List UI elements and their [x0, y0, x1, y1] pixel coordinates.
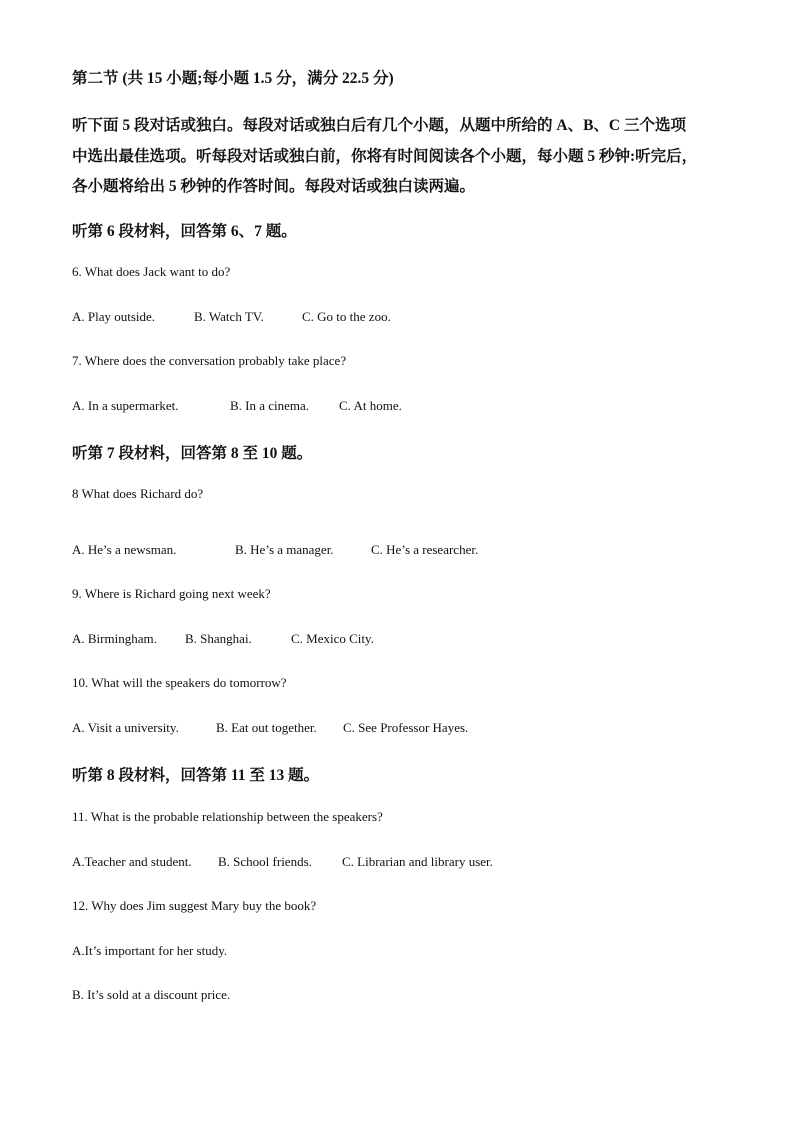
option-8-c[interactable]: C. He’s a researcher. [371, 542, 479, 557]
option-7-b[interactable]: B. In a cinema. [230, 398, 310, 413]
question-11: 11. What is the probable relationship between the speakers? [72, 809, 383, 824]
option-10-b[interactable]: B. Eat out together. [216, 720, 317, 735]
option-6-c[interactable]: C. Go to the zoo. [302, 309, 391, 324]
group-heading-6: 听第 6 段材料，回答第 6、7 题。 [72, 223, 297, 240]
options-row-8 [72, 542, 722, 560]
option-9-c[interactable]: C. Mexico City. [291, 631, 374, 646]
options-row-7 [72, 398, 722, 416]
question-10: 10. What will the speakers do tomorrow? [72, 675, 287, 690]
option-12-a[interactable]: A.It’s important for her study. [72, 943, 228, 958]
options-row-11 [72, 854, 722, 872]
option-10-c[interactable]: C. See Professor Hayes. [343, 720, 469, 735]
option-7-c[interactable]: C. At home. [339, 398, 402, 413]
question-9: 9. Where is Richard going next week? [72, 586, 271, 601]
option-11-b[interactable]: B. School friends. [218, 854, 312, 869]
options-row-10 [72, 720, 722, 738]
option-8-a[interactable]: A. He’s a newsman. [72, 542, 177, 557]
group-heading-8: 听第 8 段材料，回答第 11 至 13 题。 [72, 767, 320, 784]
option-6-b[interactable]: B. Watch TV. [194, 309, 264, 324]
group-heading-7: 听第 7 段材料，回答第 8 至 10 题。 [72, 445, 313, 462]
option-11-a[interactable]: A.Teacher and student. [72, 854, 192, 869]
instructions-line-2: 中选出最佳选项。听每段对话或独白前，你将有时间阅读各个小题，每小题 5 秒钟:听完后， [72, 148, 698, 165]
option-7-a[interactable]: A. In a supermarket. [72, 398, 179, 413]
instructions-line-3: 各小题将给出 5 秒钟的作答时间。每段对话或独白读两遍。 [72, 178, 476, 195]
options-row-9 [72, 631, 722, 649]
instructions-line-1: 听下面 5 段对话或独白。每段对话或独白后有几个小题，从题中所给的 A、B、C 三个选项 [72, 117, 686, 134]
options-row-6 [72, 309, 722, 327]
option-9-b[interactable]: B. Shanghai. [185, 631, 252, 646]
question-8: 8 What does Richard do? [72, 486, 204, 501]
option-10-a[interactable]: A. Visit a university. [72, 720, 179, 735]
section-title: 第二节 (共 15 小题;每小题 1.5 分，满分 22.5 分) [72, 70, 394, 87]
option-9-a[interactable]: A. Birmingham. [72, 631, 157, 646]
option-11-c[interactable]: C. Librarian and library user. [342, 854, 493, 869]
question-12: 12. Why does Jim suggest Mary buy the book? [72, 898, 317, 913]
option-8-b[interactable]: B. He’s a manager. [235, 542, 334, 557]
question-6: 6. What does Jack want to do? [72, 264, 231, 279]
question-7: 7. Where does the conversation probably take place? [72, 353, 347, 368]
option-6-a[interactable]: A. Play outside. [72, 309, 156, 324]
option-12-b[interactable]: B. It’s sold at a discount price. [72, 987, 231, 1002]
